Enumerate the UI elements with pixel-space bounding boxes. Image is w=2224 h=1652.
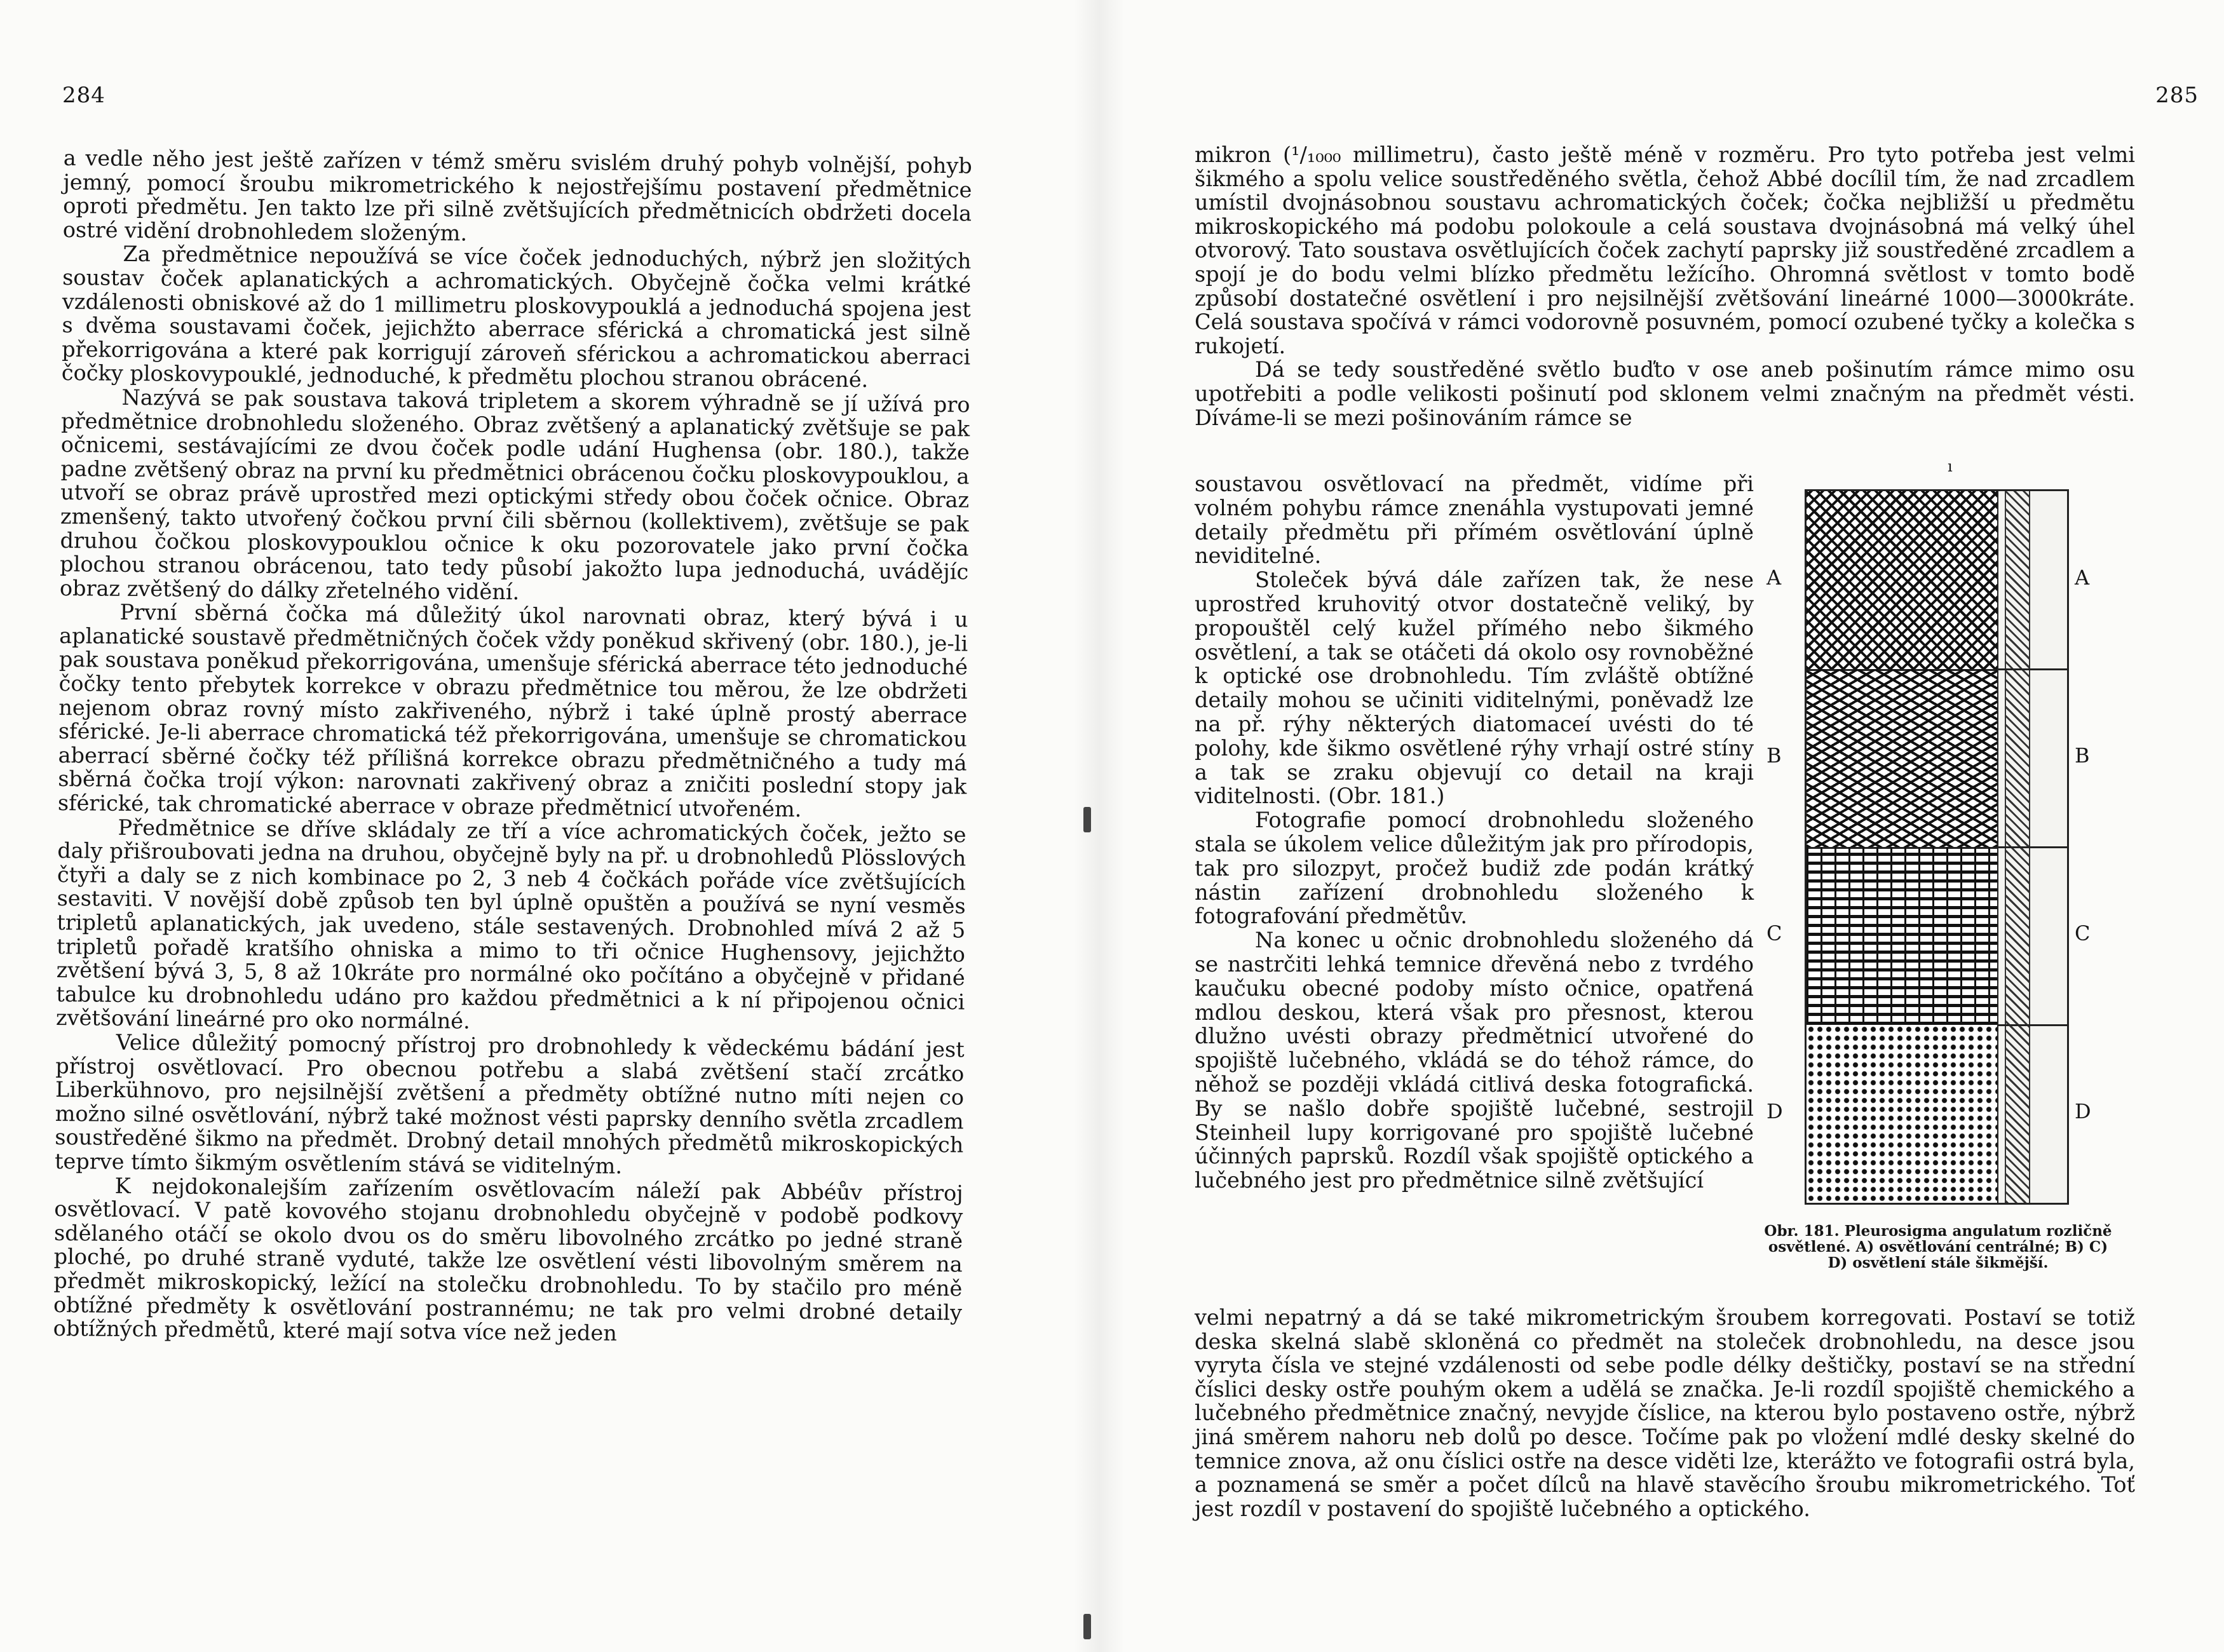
paragraph: Nazývá se pak soustava taková tripletem a skorem výhradně se jí užívá pro předmětnice drobnohledu složeného. Obraz zvětšený a aplanatický zvětšuje se pak očnicemi, sestávajícími ze dvou čoček podle udání Hughensa (obr. 180.), takže padne zvětšený obraz na první ku předmětnici obrácenou čočku ploskovypouklou, a utvoří se obraz právě uprostřed mezi optickými středy obou čoček očnice. Obraz zmenšený, takto utvořený čočkou první čili sběrnou (kollektivem), zvětšuje se pak druhou čočkou ploskovypouklou očnice k oku pozorovatele jako první čočka plochou stranou obrácenou, tato tedy působí jakožto lupa jednoduchá, uvádějíc obraz zvětšený do dálky zřetelného vidění. bbox=[59, 384, 970, 604]
illumination-band-d bbox=[1807, 1025, 1997, 1203]
figure-181 bbox=[1766, 457, 2097, 1252]
figure-caption: Obr. 181. Pleurosigma angulatum rozličně osvětlené. A) osvětlování centrálné; B) C) D) osvětlení stále šikmější. bbox=[1764, 1222, 2112, 1271]
book-gutter bbox=[1074, 0, 1125, 1652]
band-separator bbox=[1998, 1024, 2068, 1026]
paragraph: Velice důležitý pomocný přístroj pro drobnohledy k vědeckému bádání jest přístroj osvětlovací. Pro obecnou potřebu a slabá zvětšení stačí zrcátko Liberkühnovo, pro nejsilnější zvětšení a předměty obtížné nutno míti nejen co možno silné osvětlování, nýbrž také možnost vésti paprsky denního světla zrcadlem soustředěné šikmo na předmět. Drobný detail mnohých předmětů mikroskopických teprve tímto šikmým osvětlením stává se viditelným. bbox=[54, 1029, 965, 1179]
figure-label-right-a: A bbox=[2075, 565, 2090, 590]
paragraph: soustavou osvětlovací na předmět, vidíme při volném pohybu rámce znenáhla vystupovati jemné detaily předmětu při přímém osvětlování úplně neviditelné. bbox=[1195, 471, 1754, 569]
figure-label-left-d: D bbox=[1766, 1099, 1783, 1123]
paragraph: Předmětnice se dříve skládaly ze tří a více achromatických čoček, ježto se daly přišroubovati jedna na druhou, obyčejně byly na př. u drobnohledů Plösslových čtyři a daly se z nich kombinace po 2, 3 neb 4 čočkách pořáde více zvětšujících sestaviti. V novější době způsob ten byl úplně opuštěn a používá se nyní vesměs tripletů aplanatických, jak uvedeno, stále sestavených. Drobnohled mívá 2 až 5 tripletů pořadě kratšího ohniska a mimo to tři očnice Hughensovy, jejichžto zvětšení bývá 3, 5, 8 až 10kráte pro normálné oko počítáno a obyčejně v přidané tabulce ku drobnohledu udáno pro každou předmětnici a k ní připojenou očnici zvětšování lineárné pro oko normálné. bbox=[55, 815, 966, 1034]
right-page-body-wrapped bbox=[1195, 472, 1754, 1193]
figure-label-left-b: B bbox=[1766, 743, 1782, 768]
figure-tick-mark: ı bbox=[1948, 457, 1953, 475]
illumination-band-c bbox=[1807, 847, 1997, 1027]
figure-label-left-c: C bbox=[1766, 921, 1782, 945]
paragraph: Stoleček bývá dále zařízen tak, že nese uprostřed kruhovitý otvor dostatečně veliký, by propouštěl celý kužel přímého nebo šikmého osvětlení, a tak se otáčeti dá okolo osy rovnoběžné k optické ose drobnohledu. Tím zvláště obtížné detaily mohou se učiniti viditelnými, poněvadž lze na př. rýhy některých diatomaceí uvésti do té polohy, kde šikmo osvětlené rýhy vrhají ostré stíny a tak se zraku objevují co detail na kraji viditelnosti. (Obr. 181.) bbox=[1195, 567, 1754, 809]
paragraph: Fotografie pomocí drobnohledu složeného stala se úkolem velice důležitým jak pro přírodopis, tak pro silozpyt, pročež budiž zde podán krátký nástin zařízení drobnohledu složeného k fotografování předmětův. bbox=[1195, 808, 1754, 929]
band-separator bbox=[1998, 668, 2068, 670]
page-number: 284 bbox=[62, 83, 105, 108]
illumination-band-b bbox=[1807, 669, 1997, 849]
paragraph: Na konec u očnic drobnohledu složeného dá se nastrčiti lehká temnice dřevěná nebo z tvrdého kaučuku obecné podoby místo očnice, opatřená mdlou deskou, která však pro přesnost, kterou dlužno uvésti obrazy předmětnicí utvořené do spojiště lučebného, vkládá se do téhož rámce, do něhož se později vkládá citlivá deska fotografická. By se našlo dobře spojiště lučebné, sestrojil Steinheil lupy korrigované pro spojiště lučebné účinných paprsků. Rozdíl však spojiště optického a lučebného jest pro předmětnice silně zvětšující bbox=[1195, 928, 1754, 1193]
paragraph: První sběrná čočka má důležitý úkol narovnati obraz, který bývá i u aplanatické soustavě předmětničných čoček vždy poněkud skřivený (obr. 180.), je-li pak soustava poněkud překorrigována, umenšuje sférická aberrace této jednoduché čočky tento přebytek korrekce v obrazu předmětnice tou měrou, že lze obdržeti nejenom obraz rovný místo zakřiveného, nýbrž i také úplně prostý aberrace sférické. Je-li aberrace chromatická též překorrigována, umenšuje se chromatickou aberrací sběrné čočky též přílišná korrekce obrazu předmětničného a tudy má sběrná čočka trojí výkon: narovnati zakřivený obraz a zničiti poslední stopy jak sférické, tak chromatické aberrace v obraze předmětnicí utvořeném. bbox=[57, 600, 968, 822]
pleurosigma-illustration bbox=[1805, 489, 2069, 1205]
gutter-mark bbox=[1083, 807, 1091, 832]
diatom-surface bbox=[1807, 491, 1997, 1203]
right-page-body-top bbox=[1195, 143, 2135, 430]
diatom-edge bbox=[1997, 491, 2068, 1203]
left-page-body bbox=[53, 146, 972, 1348]
figure-label-right-c: C bbox=[2075, 921, 2091, 945]
paragraph: Dá se tedy soustředěné světlo buďto v ose aneb pošinutím rámce mimo osu upotřebiti a podle velikosti pošinutí pod sklonem velmi značným na předmět vésti. Díváme-li se mezi pošinováním rámce se bbox=[1195, 357, 2135, 430]
paragraph: Za předmětnice nepoužívá se více čoček jednoduchých, nýbrž jen složitých soustav čoček aplanatických a achromatických. Obyčejně čočka velmi krátké vzdálenosti obniskové až do 1 millimetru ploskovypouklá a jednoduchá spojena jest s dvěma soustavami čoček, jejichžto aberrace sférická a chromatická jest silně překorrigována a které pak korrigují zároveň sférickou a achromatickou aberraci čočky ploskovypouklé, jednoduché, k předmětu plochou stranou obrácené. bbox=[61, 241, 972, 393]
paragraph: mikron (¹/₁₀₀₀ millimetru), často ještě méně v rozměru. Pro tyto potřeba jest velmi šikmého a spolu velice soustředěného světla, čehož Abbé docílil tím, že nad zrcadlem umístil dvojnásobnou soustavu achromatických čoček; čočka nejbližší u předmětu mikroskopického má podobu polokoule a celá soustava dvojnásobná má velký úhel otvorový. Tato soustava osvětlujících čoček zachytí paprsky již soustředěné zrcadlem a spojí je do bodu velmi blízko předmětu ležícího. Ohromná světlost v tomto bodě způsobí dostatečné osvětlení i pro nejsilnější zvětšování lineárné 1000—3000kráte. Celá soustava spočívá v rámci vodorovně posuvném, pomocí ozubené tyčky a kolečka s rukojetí. bbox=[1195, 142, 2135, 358]
page-number: 285 bbox=[2155, 83, 2199, 108]
left-page bbox=[0, 0, 1080, 1652]
paragraph: K nejdokonalejším zařízením osvětlovacím náleží pak Abbéův přístroj osvětlovací. V patě kovového stojanu drobnohledu obyčejně v podobě podkovy sdělaného otáčí se okolo dvou os do směru libovolného zrcátko po jedné straně ploché, po druhé straně vyduté, takže lze osvětlení vésti libovolným směrem na předmět mikroskopický, ležící na stolečku drobnohledu. To by stačilo pro méně obtížné předměty k osvětlování postrannému; ne tak pro velmi drobné detaily obtížných předmětů, které mají sotva více než jeden bbox=[53, 1173, 963, 1346]
band-separator bbox=[1998, 846, 2068, 848]
paragraph: a vedle něho jest ještě zařízen v témž směru svislém druhý pohyb volnější, pohyb jemný, pomocí šroubu mikrometrického k nejostřejšímu postavení předmětnice oproti předmětu. Jen takto lze při silně zvětšujících předmětnicích obdržeti docela ostré vidění drobnohledem složeným. bbox=[62, 146, 972, 246]
right-page bbox=[1125, 0, 2224, 1652]
right-page-body-bottom bbox=[1195, 1306, 2135, 1520]
illumination-band-a bbox=[1807, 491, 1997, 671]
figure-label-right-d: D bbox=[2075, 1099, 2091, 1123]
gutter-mark bbox=[1083, 1614, 1091, 1639]
figure-label-right-b: B bbox=[2075, 743, 2090, 768]
figure-label-left-a: A bbox=[1766, 565, 1782, 590]
paragraph: velmi nepatrný a dá se také mikrometrickým šroubem korregovati. Postaví se totiž deska skelná slabě skloněná co předmět na stoleček drobnohledu, na desce jsou vyryta čísla ve stejné vzdálenosti od sebe podle délky deštičky, postaví se na střední číslici desky ostře pouhým okem a udělá se značka. Je-li rozdíl spojiště chemického a lučebného předmětnice značný, nevyjde číslice, na kterou bylo postaveno ostře, nýbrž jiná směrem nahoru neb dolů po desce. Točíme pak po vložení mdlé desky skelné do temnice znova, až onu číslici ostře na desce viděti lze, kterážto ve fotografii ostrá byla, a poznamená se směr a počet dílců na hlavě stavěcího šroubu mikrometrického. Toť jest rozdíl v postavení do spojiště lučebného a optického. bbox=[1195, 1305, 2135, 1521]
